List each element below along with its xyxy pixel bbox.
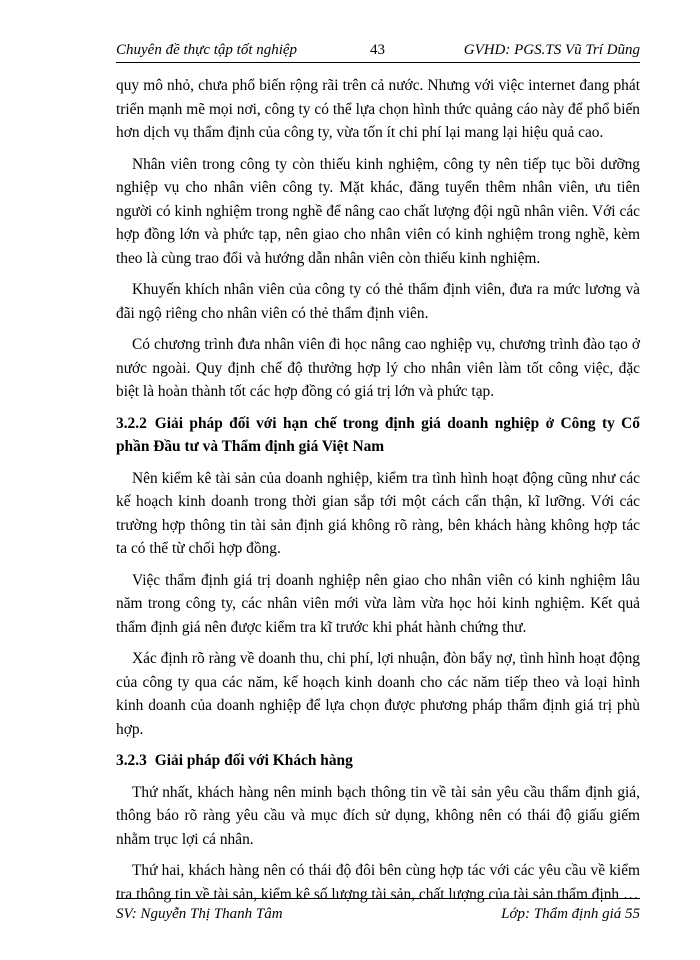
- paragraph-experienced-staff: Việc thẩm định giá trị doanh nghiệp nên giao cho nhân viên có kinh nghiệm lâu năm trong công ty, các nhân viên mới vừa làm vừa học hỏi kinh nghiệm. Kết quả thẩm định giá nên được kiểm tra kĩ trước khi phát hành chứng thư.: [116, 571, 640, 636]
- paragraph-asset-inventory: Nên kiểm kê tài sản của doanh nghiệp, kiểm tra tình hình hoạt động cũng như các kế hoạch kinh doanh trong thời gian sắp tới một cách cẩn thận, kĩ lưỡng. Với các trường hợp thông tin tài sản định giá không rõ ràng, bên khách hàng không hợp tác ta có thể từ chối hợp đồng.: [116, 469, 640, 557]
- section-number: 3.2.2: [116, 414, 147, 432]
- paragraph-training-program: Có chương trình đưa nhân viên đi học nâng cao nghiệp vụ, chương trình đào tạo ở nước ngoài. Quy định chế độ thưởng hợp lý cho nhân viên làm tốt công việc, đặc biệt là hoàn thành tốt các hợp đồng có giá trị lớn và phức tạp.: [116, 336, 640, 400]
- section-title: Giải pháp đối với hạn chế trong định giá doanh nghiệp ở Công ty Cổ phần Đầu tư và Thẩm định giá Việt Nam: [116, 414, 640, 455]
- paragraph-client-cooperation: Thứ hai, khách hàng nên có thái độ đôi bên cùng hợp tác với các yêu cầu về kiểm tra thông tin về tài sản, kiểm kê số lượng tài sản, chất lượng của tài sản thẩm định …: [116, 862, 640, 903]
- page-header: [116, 38, 640, 62]
- paragraph-advertising: quy mô nhỏ, chưa phổ biến rộng rãi trên cả nước. Nhưng với việc internet đang phát triển mạnh mẽ mọi nơi, công ty có thể lựa chọn hình thức quảng cáo này để phổ biến hơn dịch vụ thẩm định của công ty, vừa tốn ít chi phí lại mang lại hiệu quả cao.: [116, 77, 640, 141]
- footer-class: Lớp: Thẩm định giá 55: [501, 906, 640, 922]
- footer-rule: [116, 898, 640, 899]
- header-supervisor: GVHD: PGS.TS Vũ Trí Dũng: [463, 42, 640, 58]
- paragraph-client-transparency: Thứ nhất, khách hàng nên minh bạch thông tin về tài sản yêu cầu thẩm định giá, thông báo rõ ràng yêu cầu và mục đích sử dụng, không nên có thái độ giấu giếm nhằm trục lợi cá nhân.: [116, 783, 640, 848]
- page-footer: [116, 902, 640, 926]
- header-page-number: 43: [370, 42, 385, 58]
- paragraph-staff-training: Nhân viên trong công ty còn thiếu kinh nghiệm, công ty nên tiếp tục bồi dưỡng nghiệp vụ cho nhân viên công ty. Mặt khác, đăng tuyển thêm nhân viên, ưu tiên người có kinh nghiệm trong nghề để nâng cao chất lượng đội ngũ nhân viên. Với các hợp đồng lớn và phức tạp, nên giao cho nhân viên có kinh nghiệm trong nghề, kèm theo là cùng trao đổi và hướng dẫn nhân viên còn thiếu kinh nghiệm.: [116, 155, 640, 267]
- section-heading-3-2-3: [116, 749, 640, 773]
- section-number: 3.2.3: [116, 752, 147, 769]
- section-title: Giải pháp đối với Khách hàng: [154, 752, 353, 769]
- footer-student: SV: Nguyễn Thị Thanh Tâm: [116, 906, 283, 922]
- page-body: [116, 74, 640, 914]
- paragraph-appraiser-card: Khuyến khích nhân viên của công ty có thẻ thẩm định viên, đưa ra mức lương và đãi ngộ riêng cho nhân viên có thẻ thẩm định viên.: [116, 281, 640, 322]
- paragraph-financial-review: Xác định rõ ràng về doanh thu, chi phí, lợi nhuận, đòn bẩy nợ, tình hình hoạt động của công ty qua các năm, kế hoạch kinh doanh cho các năm tiếp theo và loại hình kinh doanh của doanh nghiệp để lựa chọn được phương pháp thẩm định giá trị phù hợp.: [116, 650, 640, 738]
- header-report-title: Chuyên đề thực tập tốt nghiệp: [116, 42, 298, 58]
- header-rule: [116, 62, 640, 63]
- section-heading-3-2-2: [116, 412, 640, 459]
